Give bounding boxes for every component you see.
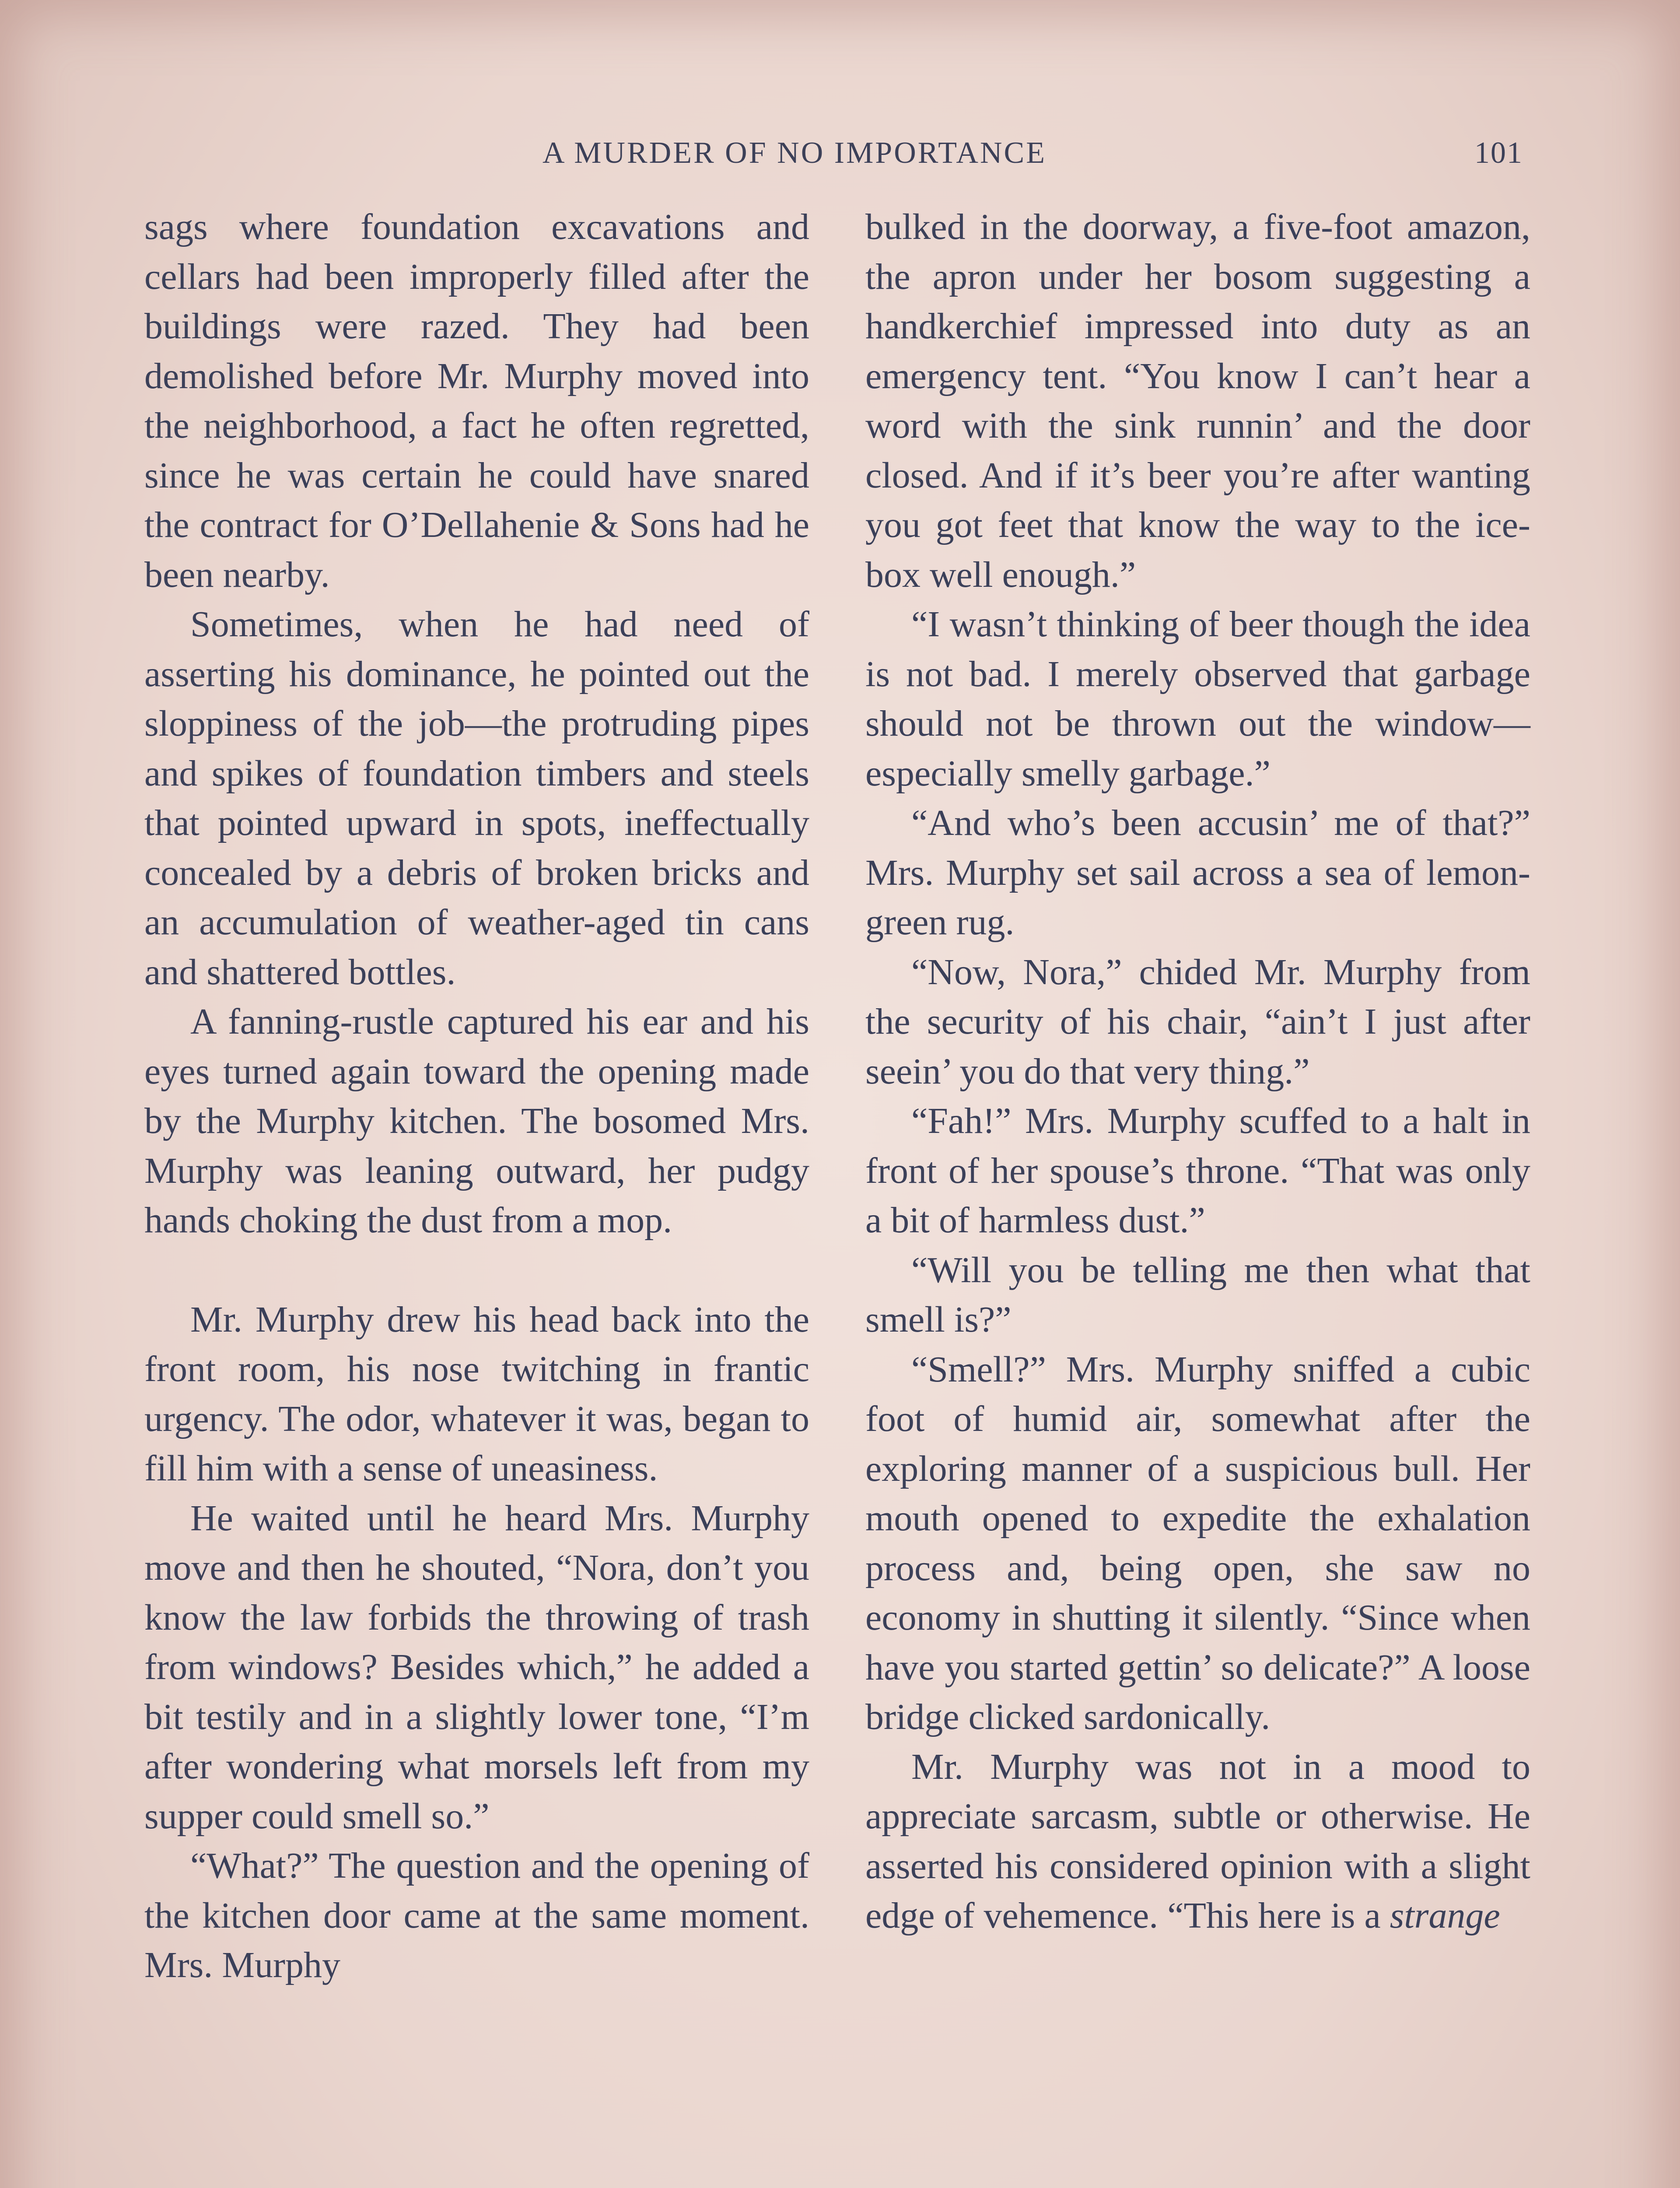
paragraph: He waited until he heard Mrs. Murphy move and then he shouted, “Nora, don’t you know the law forbids the throwing of trash from windows? Besides which,” he added a bit testily and in a slightly lower tone, “I’m after wondering what morsels left from my supper could smell so.” <box>144 1497 809 1837</box>
paragraph <box>865 1742 1530 1941</box>
paragraph: A fanning-rustle captured his ear and his eyes turned again toward the opening made by the Murphy kitchen. The bosomed Mrs. Murphy was leaning outward, her pudgy hands choking the dust from a mop. <box>144 1001 809 1241</box>
paragraph: “I wasn’t thinking of beer though the idea is not bad. I merely observed that garbage should not be thrown out the window—especially smelly garbage.” <box>865 604 1530 794</box>
paragraph: “Smell?” Mrs. Murphy sniffed a cubic foot of humid air, somewhat after the exploring manner of a suspicious bull. Her mouth opened to expedite the exhalation process and, being open, she saw no economy in shutting it silently. “Since when have you started gettin’ so delicate?” A loose bridge clicked sardonically. <box>865 1349 1530 1737</box>
paragraph: “Fah!” Mrs. Murphy scuffed to a halt in front of her spouse’s throne. “That was only a bit of harmless dust.” <box>865 1101 1530 1241</box>
running-title: A MURDER OF NO IMPORTANCE <box>542 136 1046 170</box>
right-column <box>865 202 1530 1941</box>
paragraph: “What?” The question and the opening of the kitchen door came at the same moment. Mrs. Murphy <box>144 1845 809 1985</box>
paragraph: “And who’s been accusin’ me of that?” Mrs. Murphy set sail across a sea of lemon-green rug. <box>865 803 1530 943</box>
paragraph: Sometimes, when he had need of asserting his dominance, he pointed out the sloppiness of the job—the protruding pipes and spikes of foundation timbers and steels that pointed upward in spots, ineffectually concealed by a debris of broken bricks and an accumulation of weather-aged tin cans and shattered bottles. <box>144 604 809 992</box>
page-number: 101 <box>1474 136 1523 170</box>
paragraph: “Now, Nora,” chided Mr. Murphy from the security of his chair, “ain’t I just after seein’ you do that very thing.” <box>865 951 1530 1092</box>
paragraph: Mr. Murphy drew his head back into the front room, his nose twitching in frantic urgency. The odor, whatever it was, began to fill him with a sense of uneasiness. <box>144 1299 809 1489</box>
running-head <box>0 136 1680 179</box>
italic-word: strange <box>1390 1895 1500 1936</box>
paragraph: “Will you be telling me then what that smell is?” <box>865 1249 1530 1340</box>
paragraph: bulked in the doorway, a five-foot amazon, the apron under her bosom suggesting a handkerchief impressed into duty as an emergency tent. “You know I can’t hear a word with the sink runnin’ and the door closed. And if it’s beer you’re after wanting you got feet that know the way to the ice-box well enough.” <box>865 207 1530 595</box>
left-column <box>144 202 809 1990</box>
paragraph-text: Mr. Murphy was not in a mood to appreciate sarcasm, subtle or otherwise. He asserted his considered opinion with a slight edge of vehemence. “This here is a <box>865 1746 1530 1936</box>
paragraph: sags where foundation excavations and cellars had been improperly filled after the buildings were razed. They had been demolished before Mr. Murphy moved into the neighborhood, a fact he often regretted, since he was certain he could have snared the contract for O’Dellahenie & Sons had he been nearby. <box>144 207 809 595</box>
